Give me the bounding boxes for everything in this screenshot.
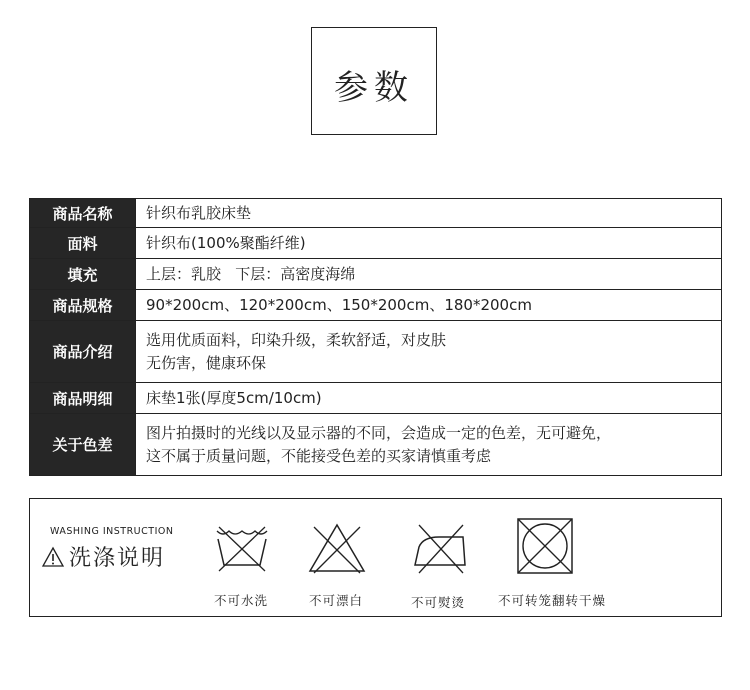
warning-icon: [41, 546, 65, 568]
spec-value: [136, 199, 722, 228]
spec-key: 商品规格: [30, 290, 136, 321]
spec-row: [30, 290, 722, 321]
no-wash-label: 不可水洗: [213, 593, 268, 608]
spec-row: [30, 414, 722, 476]
spec-line: 这不属于质量问题，不能接受色差的买家请慎重考虑: [146, 446, 492, 465]
spec-row: [30, 228, 722, 259]
spec-value: [136, 414, 722, 476]
spec-key: 关于色差: [30, 414, 136, 476]
spec-key: 商品名称: [30, 199, 136, 228]
spec-key: 商品介绍: [30, 321, 136, 383]
spec-table: [29, 198, 722, 476]
spec-key: 填充: [30, 259, 136, 290]
no-tumble-dry-label: 不可转笼翻转干燥: [497, 593, 606, 608]
spec-value: [136, 321, 722, 383]
spec-line: 针织布乳胶床垫: [146, 203, 252, 222]
no-iron-icon: [409, 521, 473, 577]
spec-row: [30, 321, 722, 383]
washing-header: WASHING INSTRUCTION: [50, 526, 174, 537]
spec-row: [30, 199, 722, 228]
washing-subtitle-text: 洗涤说明: [69, 546, 166, 571]
spec-value: [136, 228, 722, 259]
section-title: 参数: [334, 67, 414, 108]
spec-line: 图片拍摄时的光线以及显示器的不同，会造成一定的色差，无可避免，: [146, 423, 612, 442]
washing-subtitle: [41, 541, 165, 572]
spec-row: [30, 383, 722, 414]
spec-value: [136, 383, 722, 414]
no-bleach-label: 不可漂白: [308, 593, 363, 608]
spec-line: 针织布(100%聚酯纤维): [146, 233, 306, 252]
section-title-box: [311, 27, 437, 135]
spec-line: 90*200cm、120*200cm、150*200cm、180*200cm: [146, 295, 532, 314]
spec-line: 床垫1张(厚度5cm/10cm): [146, 388, 322, 407]
spec-key: 面料: [30, 228, 136, 259]
no-tumble-dry-icon: [515, 516, 575, 576]
spec-line: 选用优质面料，印染升级，柔软舒适，对皮肤: [146, 330, 447, 349]
washing-panel: [29, 498, 722, 617]
no-wash-icon: [213, 523, 271, 575]
spec-value: [136, 259, 722, 290]
spec-line: 上层：乳胶 下层：高密度海绵: [146, 264, 356, 283]
spec-key: 商品明细: [30, 383, 136, 414]
no-bleach-icon: [306, 521, 368, 575]
no-iron-label: 不可熨烫: [410, 595, 465, 610]
spec-line: 无伤害，健康环保: [146, 353, 267, 372]
spec-row: [30, 259, 722, 290]
spec-value: [136, 290, 722, 321]
